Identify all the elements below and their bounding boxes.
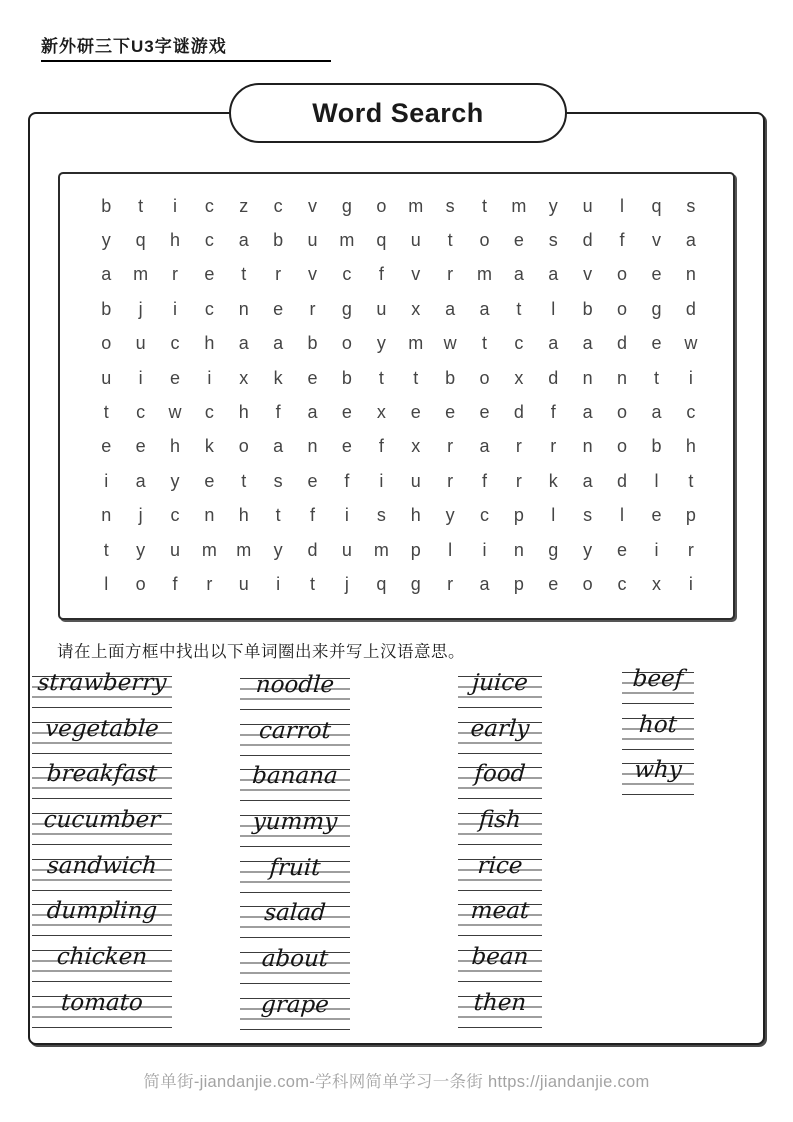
grid-letter: o [238,436,249,457]
grid-letter: c [136,402,146,423]
grid-letter: e [513,230,524,251]
grid-letter: z [239,195,249,216]
grid-letter: u [376,298,387,319]
writing-lines [622,757,694,795]
grid-letter: w [684,333,698,354]
grid-letter: i [688,367,693,388]
letter-grid [60,174,733,602]
grid-letter: o [479,367,490,388]
grid-letter: t [103,402,109,423]
grid-letter: h [410,505,421,526]
grid-letter: d [617,333,628,354]
grid-letter: q [135,230,146,251]
word-text: strawberry [36,670,168,696]
grid-letter: s [686,195,696,216]
grid-letter: a [273,436,284,457]
grid-letter: t [481,333,487,354]
grid-letter: l [448,539,453,560]
writing-lines [622,666,694,704]
grid-letter: g [410,573,421,594]
grid-letter: e [273,298,284,319]
writing-lines [240,809,350,847]
word-text: then [472,989,528,1016]
grid-letter: e [341,436,352,457]
grid-letter: m [408,195,424,216]
grid-letter: a [101,264,112,285]
grid-letter: r [309,298,316,319]
grid-letter: t [688,470,694,491]
grid-letter: x [514,367,524,388]
grid-letter: c [170,505,180,526]
grid-letter: e [307,470,318,491]
grid-letter: d [617,470,628,491]
grid-letter: d [307,539,318,560]
grid-letter: d [685,298,696,319]
grid-letter: e [651,505,662,526]
grid-letter: o [617,264,628,285]
grid-letter: c [617,573,627,594]
word-text: hot [638,711,678,738]
grid-letter: u [135,333,146,354]
grid-letter: h [238,505,249,526]
writing-lines [240,991,350,1030]
grid-letter: d [513,402,524,423]
grid-letter: a [238,333,249,354]
grid-letter: v [651,230,661,251]
word-column [32,670,172,1042]
grid-letter: r [515,470,522,491]
grid-letter: t [275,505,281,526]
grid-letter: v [411,264,421,285]
grid-letter: d [548,367,559,388]
grid-letter: h [238,402,249,423]
grid-letter: q [651,195,662,216]
word-text: yummy [251,809,339,836]
grid-letter: t [138,195,144,216]
grid-letter: m [201,539,217,560]
word-text: food [473,761,527,788]
word-text: tomato [60,989,144,1016]
grid-letter: t [413,367,419,388]
word-search-title: Word Search [312,97,484,128]
grid-letter: l [551,298,556,319]
grid-letter: r [447,573,454,594]
grid-letter: k [273,367,283,388]
grid-letter: y [101,230,111,251]
grid-letter: a [307,402,318,423]
grid-letter: e [169,367,180,388]
grid-letter: a [479,436,490,457]
grid-letter: b [582,298,593,319]
grid-letter: c [204,402,214,423]
grid-letter: n [582,367,593,388]
grid-letter: t [516,298,522,319]
grid-letter: n [307,436,318,457]
grid-letter: m [339,230,355,251]
grid-letter: a [582,333,593,354]
grid-letter: x [411,298,421,319]
grid-letter: y [548,195,558,216]
grid-letter: s [445,195,455,216]
word-text: juice [471,670,529,696]
grid-letter: m [133,264,149,285]
grid-letter: a [479,573,490,594]
grid-letter: e [445,402,456,423]
grid-letter: a [548,333,559,354]
word-text: salad [263,900,327,927]
grid-letter: r [206,573,213,594]
grid-letter: b [273,230,284,251]
grid-letter: r [447,264,454,285]
writing-lines [622,711,694,750]
grid-letter: i [207,367,212,388]
grid-letter: h [204,333,215,354]
instruction-text: 请在上面方框中找出以下单词圈出来并写上汉语意思。 [57,643,465,661]
word-text: beef [631,666,685,692]
word-text: sandwich [46,852,158,879]
grid-letter: s [583,505,593,526]
grid-letter: m [511,195,527,216]
grid-letter: i [379,470,384,491]
grid-letter: b [101,195,112,216]
grid-letter: a [513,264,524,285]
grid-letter: s [376,505,386,526]
grid-letter: x [376,402,386,423]
grid-letter: a [582,470,593,491]
page-title: 新外研三下U3字谜游戏 [41,32,331,62]
grid-letter: x [239,367,249,388]
word-text: grape [260,991,330,1018]
grid-letter: l [104,573,109,594]
word-text: bean [470,944,530,971]
grid-letter: o [101,333,112,354]
grid-letter: r [515,436,522,457]
grid-letter: a [445,298,456,319]
grid-letter: v [308,195,318,216]
grid-letter: b [341,367,352,388]
grid-letter: s [548,230,558,251]
grid-letter: e [548,573,559,594]
grid-letter: f [481,470,487,491]
grid-letter: f [310,505,316,526]
grid-letter: e [135,436,146,457]
grid-letter: l [551,505,556,526]
grid-letter: h [169,436,180,457]
grid-letter: a [238,230,249,251]
grid-letter: o [617,436,628,457]
grid-letter: m [373,539,389,560]
grid-letter: e [307,367,318,388]
grid-letter: r [687,539,694,560]
grid-letter: u [307,230,318,251]
grid-letter: f [378,264,384,285]
grid-letter: u [410,470,421,491]
grid-letter: n [101,505,112,526]
grid-letter: u [582,195,593,216]
word-text: why [633,757,683,784]
grid-letter: j [138,298,143,319]
grid-letter: n [204,505,215,526]
grid-letter: i [172,195,177,216]
word-text: banana [251,763,339,790]
grid-letter: j [344,573,349,594]
grid-letter: e [651,333,662,354]
word-text: breakfast [45,761,159,788]
writing-lines [32,852,172,891]
word-text: noodle [254,672,336,698]
grid-letter: b [651,436,662,457]
grid-letter: y [170,470,180,491]
grid-letter: t [310,573,316,594]
grid-letter: y [445,505,455,526]
grid-letter: b [101,298,112,319]
grid-letter: x [411,436,421,457]
grid-letter: r [171,264,178,285]
grid-letter: p [513,573,524,594]
grid-letter: o [617,298,628,319]
grid-letter: i [172,298,177,319]
grid-letter: r [447,470,454,491]
word-search-banner [229,83,567,143]
grid-letter: g [548,539,559,560]
grid-letter: g [341,195,352,216]
grid-letter: l [654,470,659,491]
word-text: early [469,715,531,742]
grid-letter: e [617,539,628,560]
writing-lines [458,807,542,845]
writing-lines [32,670,172,708]
grid-letter: a [548,264,559,285]
grid-letter: o [341,333,352,354]
grid-letter: u [341,539,352,560]
grid-letter: f [619,230,625,251]
writing-lines [32,989,172,1028]
grid-letter: d [582,230,593,251]
grid-letter: t [241,470,247,491]
writing-lines [240,717,350,756]
grid-letter: v [308,264,318,285]
grid-letter: t [241,264,247,285]
grid-letter: e [341,402,352,423]
grid-letter: b [307,333,318,354]
grid-letter: i [344,505,349,526]
letter-grid-box [58,172,735,620]
grid-letter: i [276,573,281,594]
grid-letter: e [101,436,112,457]
grid-letter: w [168,402,182,423]
grid-letter: i [688,573,693,594]
footer-text: 简单街-jiandanjie.com-学科网简单学习一条街 https://jiandanjie.com [143,1073,650,1091]
writing-lines [240,946,350,984]
grid-letter: k [548,470,558,491]
grid-letter: t [653,367,659,388]
writing-lines [458,989,542,1028]
grid-letter: y [273,539,283,560]
word-text: chicken [55,944,149,971]
grid-letter: u [238,573,249,594]
grid-letter: c [342,264,352,285]
grid-letter: a [479,298,490,319]
grid-letter: c [686,402,696,423]
grid-letter: v [583,264,593,285]
grid-letter: w [443,333,457,354]
grid-letter: l [620,505,625,526]
writing-lines [458,715,542,754]
grid-letter: e [204,470,215,491]
grid-letter: j [138,505,143,526]
word-text: dumpling [45,898,159,925]
word-text: about [260,946,330,973]
grid-letter: n [238,298,249,319]
writing-lines [32,898,172,936]
writing-lines [32,807,172,845]
grid-letter: u [410,230,421,251]
grid-letter: n [617,367,628,388]
grid-letter: r [275,264,282,285]
grid-letter: c [479,505,489,526]
word-text: vegetable [44,715,160,742]
writing-lines [458,944,542,982]
writing-lines [240,900,350,938]
grid-letter: p [685,505,696,526]
grid-letter: o [582,573,593,594]
grid-letter: i [138,367,143,388]
grid-letter: u [169,539,180,560]
grid-letter: g [651,298,662,319]
grid-letter: u [101,367,112,388]
writing-lines [240,854,350,893]
grid-letter: q [376,573,387,594]
grid-letter: h [169,230,180,251]
grid-letter: r [550,436,557,457]
grid-letter: c [170,333,180,354]
writing-lines [240,763,350,801]
grid-letter: c [204,195,214,216]
grid-letter: n [582,436,593,457]
grid-letter: t [447,230,453,251]
grid-letter: i [104,470,109,491]
grid-letter: b [445,367,456,388]
grid-letter: a [651,402,662,423]
grid-letter: i [482,539,487,560]
grid-letter: t [481,195,487,216]
grid-letter: m [476,264,492,285]
grid-letter: s [273,470,283,491]
grid-letter: f [275,402,281,423]
grid-letter: t [378,367,384,388]
grid-letter: c [514,333,524,354]
grid-letter: a [582,402,593,423]
grid-letter: g [341,298,352,319]
grid-letter: m [408,333,424,354]
grid-letter: e [479,402,490,423]
writing-lines [458,670,542,708]
grid-letter: p [410,539,421,560]
writing-lines [240,672,350,710]
grid-letter: a [685,230,696,251]
grid-letter: y [376,333,386,354]
grid-letter: y [136,539,146,560]
grid-letter: f [172,573,178,594]
grid-letter: o [135,573,146,594]
word-text: meat [469,898,531,925]
word-column [240,672,350,1044]
grid-letter: q [376,230,387,251]
grid-letter: c [204,230,214,251]
grid-letter: y [583,539,593,560]
grid-letter: i [654,539,659,560]
grid-letter: f [344,470,350,491]
grid-letter: o [479,230,490,251]
grid-letter: c [204,298,214,319]
grid-letter: t [103,539,109,560]
grid-letter: n [513,539,524,560]
writing-lines [458,852,542,891]
writing-lines [32,761,172,799]
grid-letter: c [273,195,283,216]
word-text: fish [478,807,522,834]
word-column [622,666,694,809]
word-text: carrot [258,717,332,744]
grid-letter: e [204,264,215,285]
grid-letter: o [617,402,628,423]
grid-letter: f [378,436,384,457]
grid-letter: h [685,436,696,457]
grid-letter: a [273,333,284,354]
grid-letter: e [410,402,421,423]
word-text: rice [476,852,524,879]
writing-lines [458,761,542,799]
grid-letter: f [550,402,556,423]
word-text: fruit [268,854,322,881]
grid-letter: n [685,264,696,285]
writing-lines [32,944,172,982]
grid-letter: x [651,573,661,594]
grid-letter: p [513,505,524,526]
grid-letter: m [236,539,252,560]
grid-letter: r [447,436,454,457]
word-column [458,670,542,1042]
grid-letter: l [620,195,625,216]
writing-lines [32,715,172,754]
word-text: cucumber [42,807,162,834]
grid-letter: e [651,264,662,285]
grid-letter: o [376,195,387,216]
grid-letter: k [204,436,214,457]
writing-lines [458,898,542,936]
grid-letter: a [135,470,146,491]
